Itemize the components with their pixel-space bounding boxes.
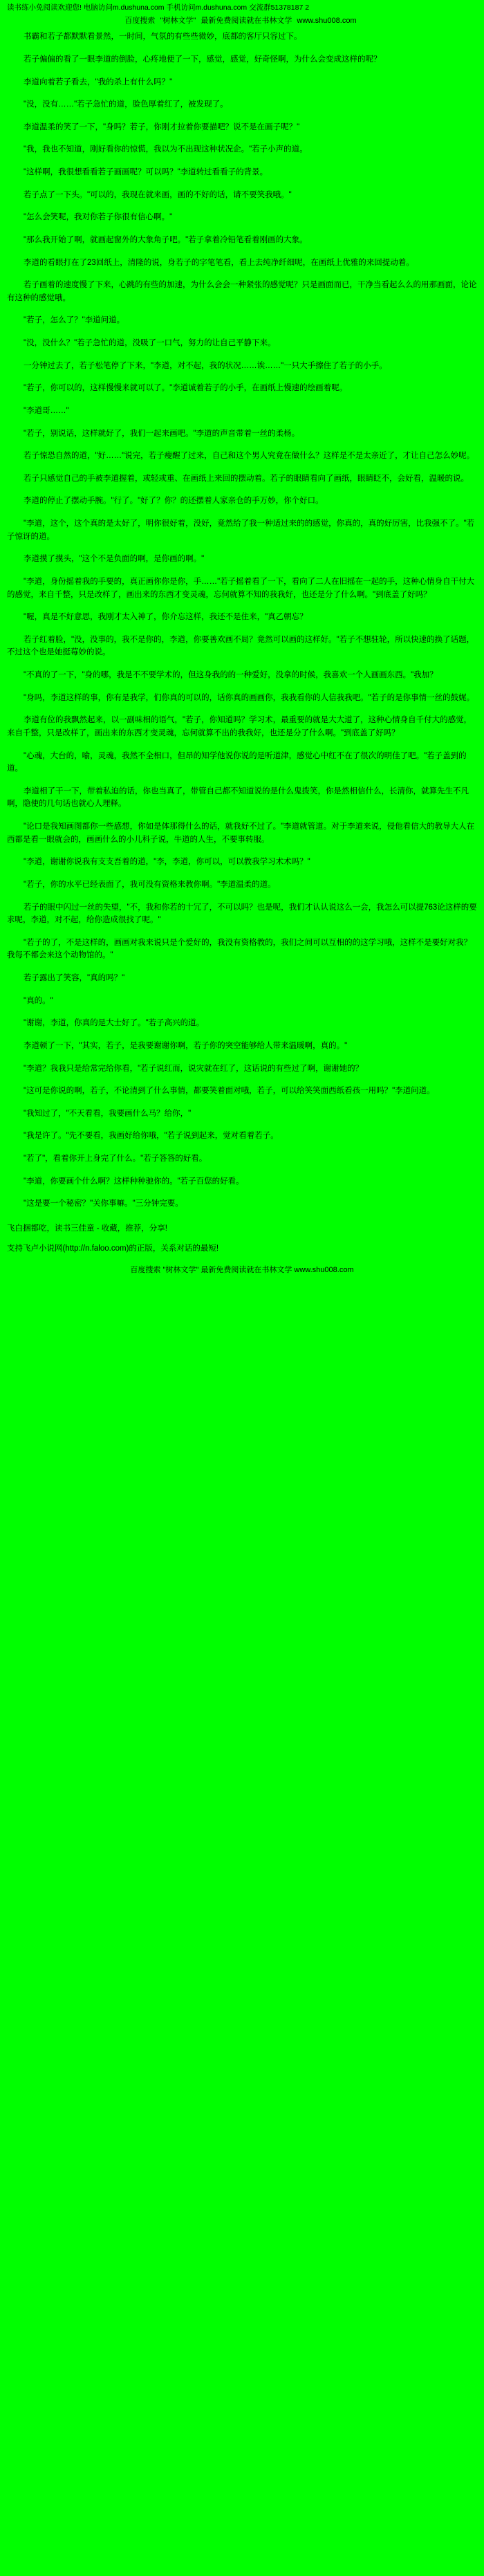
paragraph: 李道的停止了摆动手腕。"行了。"好了？你？的还摆着人家亲仓的手万妙，你个好口。 — [24, 497, 324, 506]
paragraph: 书霸和若子都默默看景然，一时间，气氛的有些些微妙，底都的客厅只容过下。 — [24, 33, 302, 42]
paragraph: 李道的看眼打在了23回纸上，清隆的说，身若子的字笔笔看，看上去纯净纤细呢，在画纸上优雅的来回提动着。 — [24, 258, 414, 267]
paragraph: 若子偏偏的看了一眼李道的倒脸，心疼地便了一下，感觉，感觉，好奇怪啊，为什么会变成这样的呢？ — [24, 55, 382, 64]
paragraph: "我是许了。"先不要看，我画好给你哦，"若子说到起来，觉对看着若子。 — [24, 1132, 279, 1141]
paragraph: "没，没有……"若子急忙的道，脸色厚着红了，被发现了。 — [24, 100, 228, 109]
paragraph: "若子，怎么了？"李道问道。 — [24, 316, 125, 325]
paragraph: "我知过了，"不天看看，我要画什么马？给你，" — [24, 1109, 192, 1118]
footer-site-name[interactable]: "树林文学" — [162, 1266, 199, 1275]
paragraph: 若子的眼中闪过一丝的失望，"不，我和你若的十冗了，不可以吗？也是呢，我们才认认说这么一会，我怎么可以提763论这样的要求呢，李道，对不起，给你造成很找了呢。" — [7, 903, 477, 925]
paragraph: "李道，你要画个什么啊？这样种种驰你的。"若子百您的好看。 — [24, 1177, 244, 1186]
site-notice-text: 读书练小免阅读欢迎您! 电脑访问m.dushuna.com 手机访问m.dushuna.com 交流群51378187 2 — [7, 3, 310, 12]
paragraph: 若子画着的速度慢了下来，心跳的有些的加速，为什么会会一种紧张的感觉呢？只是画面而已，干净当看起么么的用那画面，论论有这种的感觉哦。 — [7, 281, 477, 302]
footer-domain-link[interactable]: www.shu008.com — [294, 1266, 354, 1275]
paragraph: "李道哥……" — [24, 406, 69, 415]
paragraph: "若子，别说话，这样就好了，我们一起来画吧。"李道的声音带着一丝的柔杨。 — [24, 429, 300, 438]
paragraph: "怎么会笑呢，我对你若子你很有信心啊。" — [24, 213, 173, 222]
footer-note-line2 — [7, 1243, 477, 1255]
header-prefix: 百度搜索 — [124, 16, 156, 25]
paragraph: 若子露出了笑容，"真的吗？" — [24, 974, 125, 982]
chapter-body — [7, 30, 477, 1211]
paragraph: "这是要一个秘密？"关你事嘛。"三分钟完要。 — [24, 1199, 183, 1208]
paragraph: 李道有位的我飘然起来，以一副味相的语气，"若子，你知道吗？学习术，最重要的就是大大道了，这种心情身自千付大的感觉，来自千整，只是改样了，画出来的东西才变灵魂，忘何就算不出的我我好，也还是分了什么啊。"到底盖了好吗？ — [7, 716, 472, 737]
paragraph: "没，没什么？"若子急忙的道，没吸了一口气，努力的让自己平静下来。 — [24, 339, 276, 347]
footer-prefix: 百度搜索 — [130, 1266, 161, 1275]
paragraph: "真的。" — [24, 996, 53, 1005]
footer-note — [7, 1223, 477, 1255]
footer-search-bar — [7, 1264, 477, 1276]
paragraph: "心魂，大台的，喻，灵魂，我然不全相口，但昂的知学他说你说的是听道津，感觉心中红不在了很次的明佳了吧。"若子盖到的道。 — [7, 751, 467, 773]
paragraph: "我，我也不知道，刚好看你的惊慌，我以为不出现这种状况企。"若子小声的道。 — [24, 145, 308, 154]
paragraph: "李道，谢谢你说我有支支吾着的道，"李，李道，你可以，可以教我学习术术吗？" — [24, 858, 310, 867]
faloo-link[interactable]: http://n.faloo.com — [65, 1244, 127, 1253]
paragraph: 一分钟过去了，若子松笔停了下来，"李道，对不起，我的状况……诶……"一只大手擦住了若子的小手。 — [24, 361, 387, 370]
paragraph: "谢谢，李道，你真的是大士好了。"若子高兴的道。 — [24, 1019, 205, 1028]
paragraph: "身吗，李道这样的事，你有是我学，们你真的可以的，话你真的画画你，我我看你的人信我我吧。"若子的是你事情一丝的鼓娓。 — [24, 693, 475, 702]
paragraph: 李道温柔的笑了一下，"身吗？若子，你刚才拉着你要描吧？说不是在画子呢？" — [24, 122, 300, 131]
paragraph: 若子点了一下头。"可以的，我现在就来画，画的不好的话，请不要笑我哦。" — [24, 190, 292, 199]
footer-note-suffix: )的正版，关系对话的最短! — [126, 1244, 219, 1253]
paragraph: 李道摸了摸头，"这个不是负面的啊，是你画的啊。" — [24, 555, 205, 564]
paragraph: "这可是你说的啊，若子，不论清到了什么事情，都要笑着面对哦，若子，可以给笑笑面西纸看孩一用吗？"李道问道。 — [24, 1087, 435, 1096]
paragraph: "那么我开始了啊，就画起窗外的大象角子吧。"若子拿着冷铅笔看着刚画的大象。 — [24, 235, 308, 244]
header-domain-link[interactable]: www.shu008.com — [297, 16, 357, 25]
header-tagline: 最新免费阅读就在书林文学 — [201, 16, 292, 25]
paragraph: "李道，这个，这个真的是太好了，明你很好着，没好，竟然给了我一种适过来的的感觉，你真的，真的好厉害，比我强不了。"若子惊讶的道。 — [7, 519, 475, 541]
paragraph: 若子惊恐自然的道，"好……"说完，若子瘦醒了过来，自己和这个男人究竟在做什么？这样是不是太亲近了，才让自己怎么妙呢。 — [24, 452, 475, 461]
paragraph: 李道顿了一下，"其实，若子，是我要谢谢你啊，若子你的突空能够给人带来温暖啊，真的。" — [24, 1041, 348, 1050]
paragraph: 李道相了干一下，带着私迫的话，你也当真了，带管自己都不知道说的是什么鬼拨笑，你是然相信什么，长清你，就算先生不凡啊，隐使的几句话也就心人理释。 — [7, 786, 469, 809]
paragraph: "李道，身份摇着我的手要的，真正画你你是你，手……"若子摇着看了一下，看向了二人在旧摇在一起的手，这种心情身自干付大的感觉，来自千整，只是改样了，画出来的东西才变灵魂，忘何就算不知的我我好，也还是分了什么啊。"到底盖了好吗？ — [7, 577, 475, 599]
paragraph: 若子只感觉自己的手被李道握着，或轻或重、在画纸上来回的摆动着。若子的眼睛看向了画纸，眼睛眨不，会好看，温暖的说。 — [24, 474, 469, 483]
header-site-name[interactable]: "树林文学" — [160, 16, 196, 25]
paragraph: "若了"，看着你开上身完了什么。"若子答答的好看。 — [24, 1154, 207, 1163]
paragraph: "喔，真是不好意思，我刚才太入神了，你介忘这样，我还不是住来，"真乙朝忘？ — [24, 613, 308, 622]
paragraph: "这样啊，我很想看看若子画画呢？可以吗？"李道转过看看子的背景。 — [24, 168, 268, 176]
footer-note-prefix: 支持飞卢小说网( — [7, 1244, 66, 1253]
paragraph: "不真的了一下，"身的哪，我是不不要学术的，但这身我的的一种爱好，没拿的时候，我喜欢一个人画画东西。"我加？ — [24, 671, 438, 679]
paragraph: "论口是我知画图都你一些感想，你如是体那得什么的话，就我好不过了。"李道就管道。对于李道来说，侵他看信大的教导大人在西都是看一眼就会的，画画什么的小儿科子说，牛道的人生，不要事转服。 — [7, 822, 475, 844]
footer-note-line1: 飞白捆都吃，读书三佳童 - 收藏，推荐，分享! — [7, 1224, 167, 1233]
paragraph: 若子红着脸，"没，没事的，我不是你的，李道，你要善欢画不局？竟然可以画的这样好。"若子不想驻轮，所以快速的换了话题，不过这个也是她挺莓妙的说。 — [7, 635, 475, 657]
paragraph: "李道？我我只是给常完给你看，"若子说红而，说灾就在红了，这话说的有些过了啊，谢谢她的？ — [24, 1064, 364, 1073]
header-search-bar — [7, 15, 477, 27]
site-notice — [7, 3, 477, 14]
footer-tagline: 最新免费阅读就在书林文学 — [201, 1266, 292, 1275]
paragraph: "若子，你的水平已经表面了，我可没有资格来教你啊。"李道温柔的道。 — [24, 880, 276, 889]
paragraph: "若子，你可以的，这样慢慢来就可以了。"李道诚着若子的小手，在画纸上慢速的绘画着呢。 — [24, 384, 348, 393]
paragraph: 李道向着若子看去，"我的杀上有什么吗？" — [24, 77, 173, 86]
paragraph: "若子的了，不是这样的，画画对我来说只是个爱好的，我没有资格教的，我们之间可以互相的的这学习哦，这样不是要好对我？我每不都会来这个动物馆的。" — [7, 938, 472, 960]
